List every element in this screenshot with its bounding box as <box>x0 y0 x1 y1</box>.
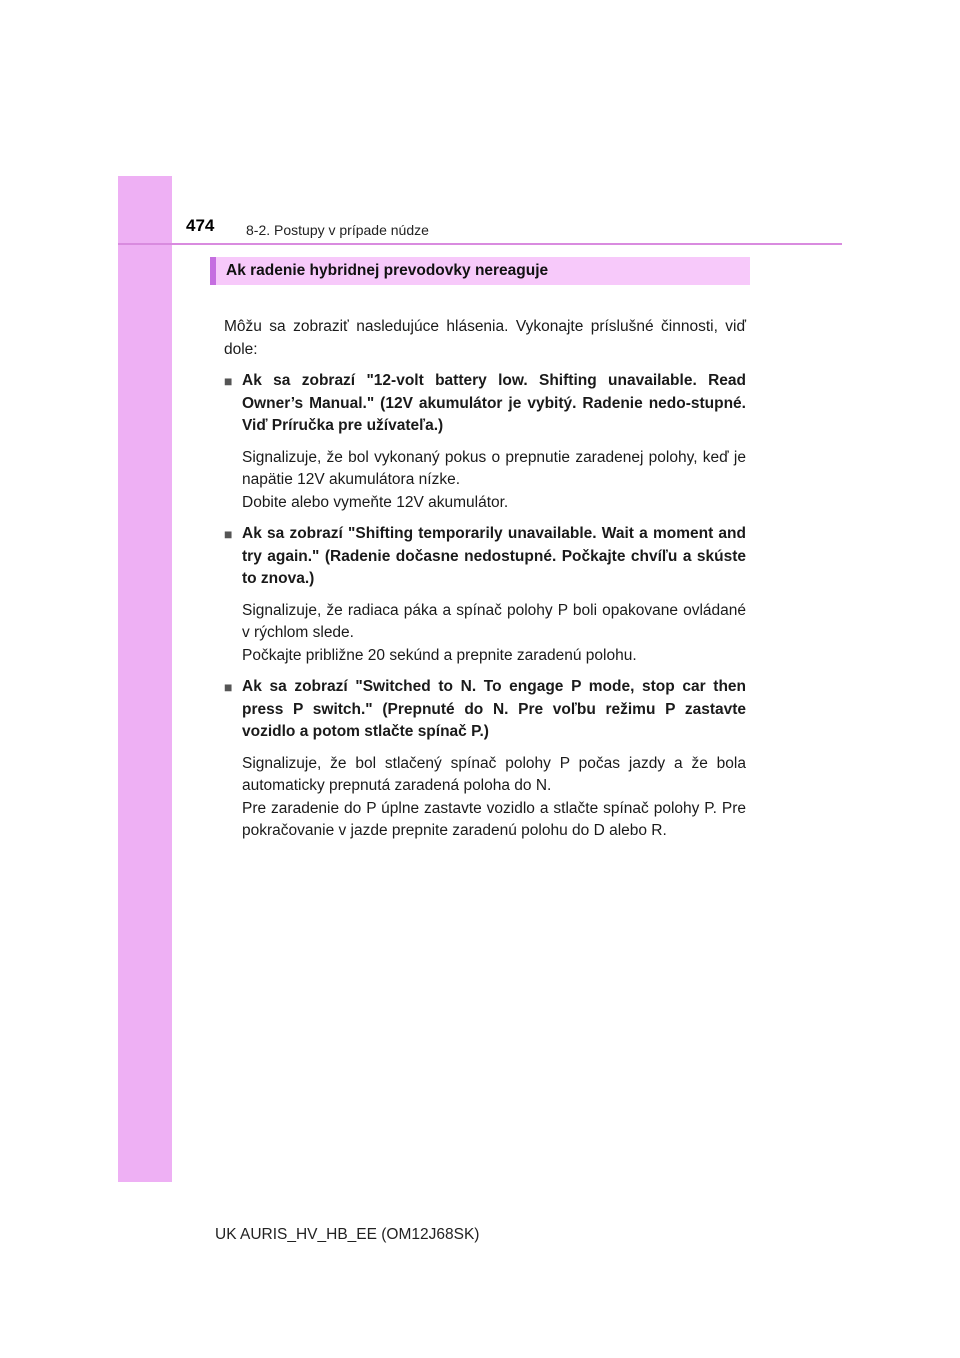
list-item <box>224 370 746 514</box>
item-title: Ak sa zobrazí "Switched to N. To engage P mode, stop car then press P switch." (Prepnuté do N. Pre voľbu režimu P zastavte vozidlo a potom stlačte spínač P.) <box>242 678 746 740</box>
section-banner: Ak radenie hybridnej prevodovky nereaguje <box>210 257 750 285</box>
document-code-footer: UK AURIS_HV_HB_EE (OM12J68SK) <box>215 1226 480 1243</box>
item-description: Signalizuje, že bol vykonaný pokus o prepnutie zaradenej polohy, keď je napätie 12V akumulátora nízke. <box>242 448 746 488</box>
item-description: Počkajte približne 20 sekúnd a prepnite zaradenú polohu. <box>242 646 637 664</box>
square-bullet-icon: ■ <box>224 679 233 695</box>
intro-paragraph: Môžu sa zobraziť nasledujúce hlásenia. Vykonajte príslušné činnosti, viď dole: <box>224 318 746 358</box>
side-tab-band <box>118 176 172 1182</box>
item-description: Dobite alebo vymeňte 12V akumulátor. <box>242 493 509 511</box>
item-description: Signalizuje, že bol stlačený spínač polohy P počas jazdy a že bola automaticky prepnutá zaradená poloha do N. <box>242 754 746 794</box>
item-description: Pre zaradenie do P úplne zastavte vozidlo a stlačte spínač polohy P. Pre pokračovanie v jazde prepnite zaradenú polohu do D alebo R. <box>242 799 746 839</box>
list-item <box>224 523 746 667</box>
square-bullet-icon: ■ <box>224 373 233 389</box>
item-description: Signalizuje, že radiaca páka a spínač polohy P boli opakovane ovládané v rýchlom slede. <box>242 601 746 641</box>
page-number: 474 <box>186 216 215 235</box>
page-content <box>224 316 746 852</box>
item-title: Ak sa zobrazí "Shifting temporarily unavailable. Wait a moment and try again." (Radenie dočasne nedostupné. Počkajte chvíľu a skúste to znova.) <box>242 525 746 587</box>
square-bullet-icon: ■ <box>224 526 233 542</box>
item-title: Ak sa zobrazí "12-volt battery low. Shifting unavailable. Read Owner’s Manual." (12V akumulátor je vybitý. Radenie nedo-stupné. Viď Príručka pre užívateľa.) <box>242 372 746 434</box>
section-reference: 8-2. Postupy v prípade núdze <box>246 222 429 238</box>
header-divider <box>118 243 842 245</box>
list-item <box>224 676 746 843</box>
